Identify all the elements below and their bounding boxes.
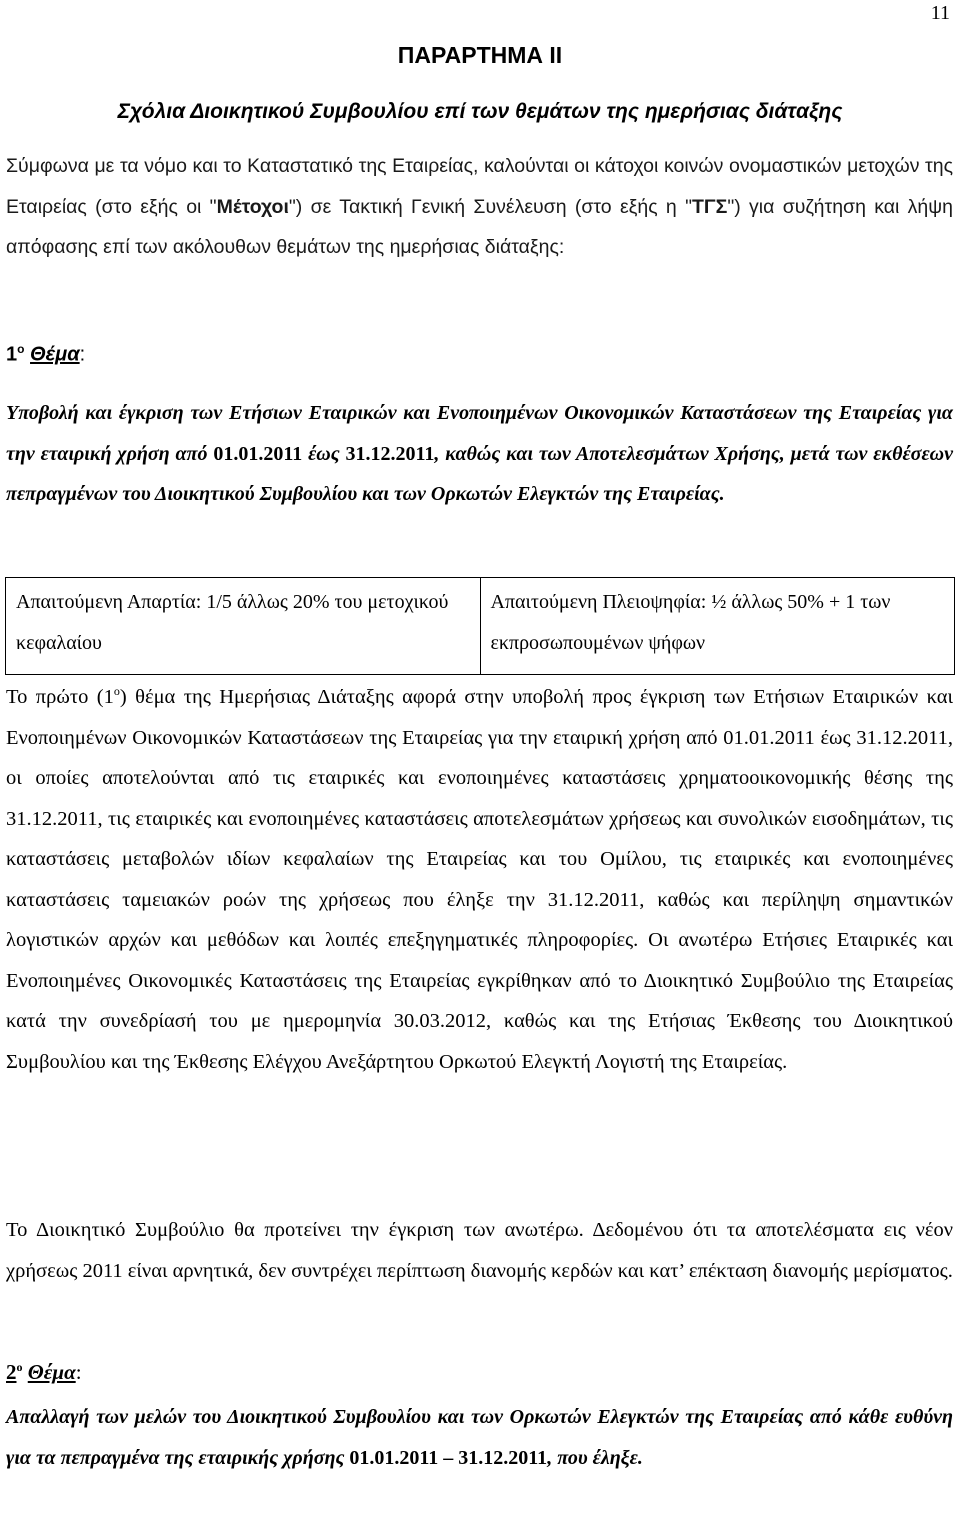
intro-agm-term: ΤΓΣ xyxy=(692,195,728,218)
topic1-body xyxy=(6,677,953,1082)
topic1-body-text-2: ) θέμα της Ημερήσιας Διάταξης αφορά στην υποβολή προς έγκριση των Ετήσιων Εταιρικών και Ενοποιημένων Οικονομικών Καταστάσεων της Εταιρείας για την εταιρική χρήση από 01.01.2011 έως 31.12.2011, οι οποίες αποτελούνται από τις εταιρικές και ενοποιημένες καταστάσεις χρηματοοικονομικής θέσης της 31.12.2011, τις εταιρικές και ενοποιημένες καταστάσεις αποτελεσμάτων χρήσεως και συνολικών εισοδημάτων, τις καταστάσεις μεταβολών ιδίων κεφαλαίων της Εταιρείας και του Ομίλου, τις εταιρικές και ενοποιημένες καταστάσεις ταμειακών ροών της χρήσεως που έληξε την 31.12.2011, καθώς και περίληψη σημαντικών λογιστικών αρχών και μεθόδων και λοιπές επεξηγηματικές πληροφορίες. Οι ανωτέρω Ετήσιες Εταιρικές και Ενοποιημένες Οικονομικές Καταστάσεις της Εταιρείας εγκρίθηκαν από το Διοικητικό Συμβούλιο της Εταιρείας κατά την συνεδρίασή του με ημερομηνία 30.03.2012, καθώς και της Ετήσιας Έκθεσης του Διοικητικού Συμβουλίου και της Έκθεσης Ελέγχου Ανεξάρτητου Ορκωτού Ελεγκτή Λογιστή της Εταιρείας. xyxy=(6,686,953,1073)
topic1-title-text: Υποβολή και έγκριση των Ετήσιων Εταιρικών και Ενοποιημένων Οικονομικών Καταστάσεων της Εταιρείας για την εταιρική χρήση από xyxy=(6,402,953,465)
topic1-title-date-to: 31.12.2011 xyxy=(345,442,435,465)
topic2-ordinal: ο xyxy=(16,1360,23,1374)
topic1-title-until: έως xyxy=(302,442,346,465)
table-row xyxy=(6,578,955,675)
board-proposal-paragraph: Το Διοικητικό Συμβούλιο θα προτείνει την έγκριση των ανωτέρω. Δεδομένου ότι τα αποτελέσματα εις νέον χρήσεως 2011 είναι αρνητικά, δεν συντρέχει περίπτωση διανομής κερδών και κατ’ επέκταση διανομής μερίσματος. xyxy=(6,1219,953,1282)
topic2-colon: : xyxy=(75,1360,82,1384)
topic1-word: Θέμα xyxy=(30,343,80,366)
topic2-number: 2 xyxy=(6,1360,17,1384)
topic1-title-rest: , καθώς και των Αποτελεσμάτων Χρήσης, μετά των εκθέσεων πεπραγμένων του Διοικητικού Συμβουλίου και των Ορκωτών Ελεγκτών της Εταιρείας. xyxy=(6,442,953,505)
topic1-body-text-1: Το πρώτο (1 xyxy=(6,686,114,708)
topic1-title xyxy=(6,393,953,515)
appendix-title: ΠΑΡΑΡΤΗΜΑ ΙΙ xyxy=(397,42,563,68)
intro-shareholders-term: Μέτοχοι xyxy=(216,195,289,218)
topic1-number: 1 xyxy=(6,343,18,366)
topic2-heading xyxy=(6,1360,82,1385)
page-number: 11 xyxy=(930,2,950,24)
topic1-colon: : xyxy=(79,343,86,366)
quorum-majority-table xyxy=(5,577,955,675)
comments-title: Σχόλια Διοικητικού Συμβουλίου επί των θεμάτων της ημερήσιας διάταξης xyxy=(117,100,843,123)
topic1-heading xyxy=(6,342,85,367)
intro-paragraph xyxy=(6,146,953,268)
topic2-title-text: Απαλλαγή των μελών του Διοικητικού Συμβουλίου και των Ορκωτών Ελεγκτών της Εταιρείας από κάθε ευθύνη για τα πεπραγμένα της εταιρικής χρήσης xyxy=(6,1406,953,1469)
topic2-title xyxy=(6,1397,953,1478)
topic2-title-rest: , που έληξε. xyxy=(547,1446,643,1469)
topic2-word: Θέμα xyxy=(27,1360,76,1384)
quorum-cell: Απαιτούμενη Απαρτία: 1/5 άλλως 20% του μετοχικού κεφαλαίου xyxy=(6,578,481,675)
majority-cell: Απαιτούμενη Πλειοψηφία: ½ άλλως 50% + 1 των εκπροσωπουμένων ψήφων xyxy=(480,578,955,675)
topic1-title-date-from: 01.01.2011 xyxy=(213,442,303,465)
intro-text-2: ") σε Τακτική Γενική Συνέλευση (στο εξής η " xyxy=(288,195,692,218)
topic2-title-dates: 01.01.2011 – 31.12.2011 xyxy=(349,1446,548,1469)
intro-text-3: ") για συζήτηση και λήψη απόφασης επί των ακόλουθων θεμάτων της ημερήσιας διάταξης: xyxy=(6,195,953,258)
topic1-ordinal: ο xyxy=(17,342,25,356)
topic1-body-ordinal: ο xyxy=(113,684,120,699)
intro-text-1: Σύμφωνα με τα νόμο και το Καταστατικό της Εταιρείας, καλούνται οι κάτοχοι κοινών ονομαστικών μετοχών της Εταιρείας (στο εξής οι " xyxy=(6,155,953,218)
